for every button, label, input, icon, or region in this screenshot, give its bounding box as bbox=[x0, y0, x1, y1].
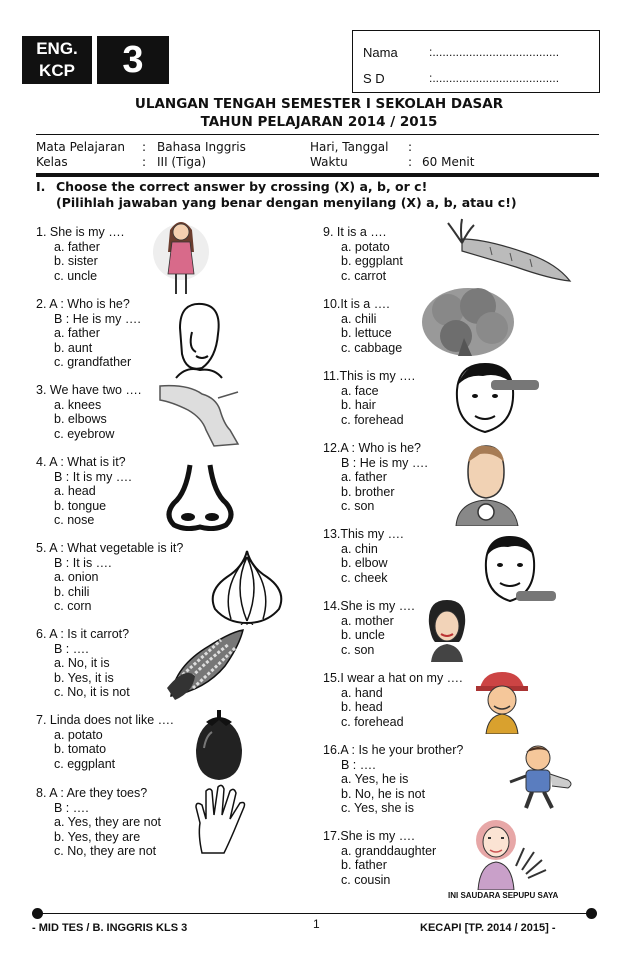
answer-option[interactable]: a. potato bbox=[54, 727, 103, 742]
answer-option[interactable]: b. tomato bbox=[54, 742, 107, 756]
question-stem: 4. A : What is it? bbox=[36, 455, 126, 469]
question-stem: 10.It is a …. bbox=[323, 297, 390, 311]
question-stem: 2. A : Who is he? bbox=[36, 297, 130, 311]
question-stem: 6. A : Is it carrot? bbox=[36, 627, 130, 641]
badge-number: 3 bbox=[97, 36, 169, 84]
answer-option[interactable]: c. uncle bbox=[54, 268, 98, 283]
footer-rule bbox=[38, 913, 592, 914]
answer-option[interactable]: a. Yes, they are not bbox=[54, 815, 162, 829]
question-6 bbox=[36, 627, 130, 700]
question-stem: 7. Linda does not like …. bbox=[36, 713, 174, 727]
badge-line1: ENG. bbox=[36, 39, 78, 58]
info-divider bbox=[36, 173, 599, 177]
badge-eng-kcp bbox=[22, 36, 92, 84]
boy-hat-illustration bbox=[470, 668, 532, 734]
cousin-illustration bbox=[466, 814, 550, 890]
answer-option[interactable]: b. Yes, it is bbox=[54, 670, 114, 685]
question-3 bbox=[36, 383, 141, 441]
question-stem: 5. A : What vegetable is it? bbox=[36, 541, 184, 555]
mother-illustration bbox=[423, 598, 471, 662]
name-blank: :...................................... bbox=[429, 45, 560, 59]
footer-dot-left bbox=[32, 908, 43, 919]
instruction-line1: Choose the correct answer by crossing (X) a, b, or c! bbox=[56, 179, 428, 194]
eggplant-illustration bbox=[190, 708, 248, 784]
grandfather-illustration bbox=[166, 298, 228, 380]
brother-illustration bbox=[506, 742, 578, 812]
answer-option[interactable]: a. face bbox=[341, 383, 379, 398]
answer-option[interactable]: c. eggplant bbox=[54, 756, 116, 771]
face-forehead-illustration bbox=[453, 360, 543, 436]
answer-option[interactable]: a. No, it is bbox=[54, 656, 110, 670]
answer-option[interactable]: b. lettuce bbox=[341, 326, 392, 340]
instruction-line2: (Pilihlah jawaban yang benar dengan menyilang (X) a, b, atau c!) bbox=[56, 195, 517, 210]
answer-option[interactable]: b. brother bbox=[341, 484, 395, 499]
question-1 bbox=[36, 225, 124, 283]
time-sep: : bbox=[408, 155, 413, 169]
answer-option[interactable]: b. father bbox=[341, 858, 387, 872]
girl-illustration bbox=[150, 212, 212, 298]
question-stem: 12.A : Who is he? bbox=[323, 441, 421, 455]
question-stem: 8. A : Are they toes? bbox=[36, 786, 148, 800]
answer-option[interactable]: a. knees bbox=[54, 397, 102, 412]
dialogue-line: B : He is my …. bbox=[54, 311, 141, 326]
page-number: 1 bbox=[313, 917, 320, 931]
question-5 bbox=[36, 541, 183, 614]
father-illustration bbox=[450, 442, 524, 526]
answer-option[interactable]: b. sister bbox=[54, 254, 98, 268]
question-13 bbox=[323, 527, 404, 585]
carrot-illustration bbox=[446, 217, 574, 287]
header-divider bbox=[36, 134, 599, 135]
answer-option[interactable]: c. No, it is not bbox=[54, 685, 130, 699]
time-label: Waktu bbox=[310, 155, 348, 169]
answer-option[interactable]: b. eggplant bbox=[341, 254, 403, 268]
time-value: 60 Menit bbox=[422, 155, 475, 169]
answer-option[interactable]: b. elbow bbox=[341, 556, 388, 570]
answer-option[interactable]: a. chili bbox=[341, 311, 377, 326]
face-chin-illustration bbox=[482, 533, 558, 607]
answer-option[interactable]: c. corn bbox=[54, 599, 92, 613]
answer-option[interactable]: a. father bbox=[54, 239, 100, 254]
instruction-number: I. bbox=[36, 179, 46, 194]
question-stem: 16.A : Is he your brother? bbox=[323, 743, 464, 757]
answer-option[interactable]: c. cousin bbox=[341, 872, 391, 887]
answer-option[interactable]: c. cheek bbox=[341, 570, 388, 585]
answer-option[interactable]: b. uncle bbox=[341, 628, 385, 642]
hand-illustration bbox=[192, 783, 250, 855]
cousin-caption: INI SAUDARA SEPUPU SAYA bbox=[448, 891, 559, 900]
question-9 bbox=[323, 225, 403, 283]
dialogue-line: B : It is my …. bbox=[54, 469, 132, 484]
answer-option[interactable]: b. head bbox=[341, 700, 383, 714]
dialogue-line: B : It is …. bbox=[54, 555, 112, 570]
answer-option[interactable]: b. hair bbox=[341, 398, 376, 412]
question-stem: 1. She is my …. bbox=[36, 225, 125, 239]
footer-dot-right bbox=[586, 908, 597, 919]
dialogue-line: B : …. bbox=[54, 800, 89, 815]
footer-right: KECAPI [TP. 2014 / 2015] - bbox=[420, 922, 556, 934]
footer-left: - MID TES / B. INGGRIS KLS 3 bbox=[32, 922, 188, 934]
answer-option[interactable]: a. chin bbox=[341, 541, 378, 556]
class-sep: : bbox=[142, 155, 147, 169]
day-label: Hari, Tanggal bbox=[310, 140, 389, 154]
answer-option[interactable]: c. No, they are not bbox=[54, 844, 157, 858]
page-subtitle: TAHUN PELAJARAN 2014 / 2015 bbox=[200, 114, 438, 130]
answer-option[interactable]: c. forehead bbox=[341, 714, 404, 729]
answer-option[interactable]: c. nose bbox=[54, 513, 95, 527]
question-4 bbox=[36, 455, 132, 528]
answer-option[interactable]: a. Yes, he is bbox=[341, 772, 409, 786]
answer-option[interactable]: c. son bbox=[341, 499, 375, 513]
answer-option[interactable]: a. potato bbox=[341, 239, 390, 254]
question-10 bbox=[323, 297, 402, 355]
nose-illustration bbox=[160, 463, 240, 531]
answer-option[interactable]: c. eyebrow bbox=[54, 426, 115, 441]
question-12 bbox=[323, 441, 428, 514]
question-stem: 3. We have two …. bbox=[36, 383, 142, 397]
question-stem: 15.I wear a hat on my …. bbox=[323, 671, 463, 685]
answer-option[interactable]: b. No, he is not bbox=[341, 786, 426, 801]
answer-option[interactable]: a. mother bbox=[341, 613, 394, 628]
answer-option[interactable]: c. forehead bbox=[341, 412, 404, 427]
question-17 bbox=[323, 829, 436, 887]
dialogue-line: B : …. bbox=[341, 757, 376, 772]
subject-label: Mata Pelajaran bbox=[36, 140, 126, 154]
question-15 bbox=[323, 671, 463, 729]
answer-option[interactable]: b. elbows bbox=[54, 412, 107, 426]
sd-label: S D bbox=[363, 71, 385, 86]
answer-option[interactable]: c. cabbage bbox=[341, 340, 403, 355]
answer-option[interactable]: a. father bbox=[54, 326, 100, 340]
question-stem: 11.This is my …. bbox=[323, 369, 416, 383]
lettuce-illustration bbox=[418, 278, 518, 360]
answer-option[interactable]: c. carrot bbox=[341, 268, 387, 283]
answer-option[interactable]: a. hand bbox=[341, 685, 383, 700]
answer-option[interactable]: a. head bbox=[54, 484, 96, 498]
instruction bbox=[36, 179, 606, 211]
answer-option[interactable]: b. aunt bbox=[54, 340, 93, 355]
question-stem: 17.She is my …. bbox=[323, 829, 415, 843]
class-label: Kelas bbox=[36, 155, 68, 169]
answer-option[interactable]: c. son bbox=[341, 642, 375, 657]
answer-option[interactable]: b. Yes, they are bbox=[54, 829, 141, 844]
knee-illustration bbox=[158, 380, 248, 452]
answer-option[interactable]: a. onion bbox=[54, 570, 99, 584]
name-label: Nama bbox=[363, 45, 398, 60]
question-stem: 13.This my …. bbox=[323, 527, 404, 541]
answer-option[interactable]: c. grandfather bbox=[54, 355, 132, 369]
question-8 bbox=[36, 786, 161, 859]
question-11 bbox=[323, 369, 415, 427]
question-stem: 9. It is a …. bbox=[323, 225, 387, 239]
question-7 bbox=[36, 713, 174, 771]
corn-illustration bbox=[165, 626, 247, 702]
subject-sep: : bbox=[142, 140, 147, 154]
question-14 bbox=[323, 599, 415, 657]
answer-option[interactable]: c. Yes, she is bbox=[341, 801, 414, 815]
answer-option[interactable]: a. granddaughter bbox=[341, 843, 437, 858]
answer-option[interactable]: b. tongue bbox=[54, 498, 107, 513]
question-16 bbox=[323, 743, 463, 816]
name-box bbox=[352, 30, 600, 93]
dialogue-line: B : He is my …. bbox=[341, 455, 428, 470]
question-stem: 14.She is my …. bbox=[323, 599, 415, 613]
subject-value: Bahasa Inggris bbox=[157, 140, 246, 154]
dialogue-line: B : …. bbox=[54, 641, 89, 656]
question-2 bbox=[36, 297, 141, 370]
onion-illustration bbox=[203, 547, 291, 625]
answer-option[interactable]: b. chili bbox=[54, 584, 90, 599]
class-value: III (Tiga) bbox=[157, 155, 207, 169]
badge-line2: KCP bbox=[39, 61, 75, 80]
info-block bbox=[36, 140, 599, 172]
sd-blank: :...................................... bbox=[429, 71, 560, 85]
answer-option[interactable]: a. father bbox=[341, 470, 387, 484]
day-sep: : bbox=[408, 140, 413, 154]
page-title: ULANGAN TENGAH SEMESTER I SEKOLAH DASAR bbox=[134, 96, 504, 112]
